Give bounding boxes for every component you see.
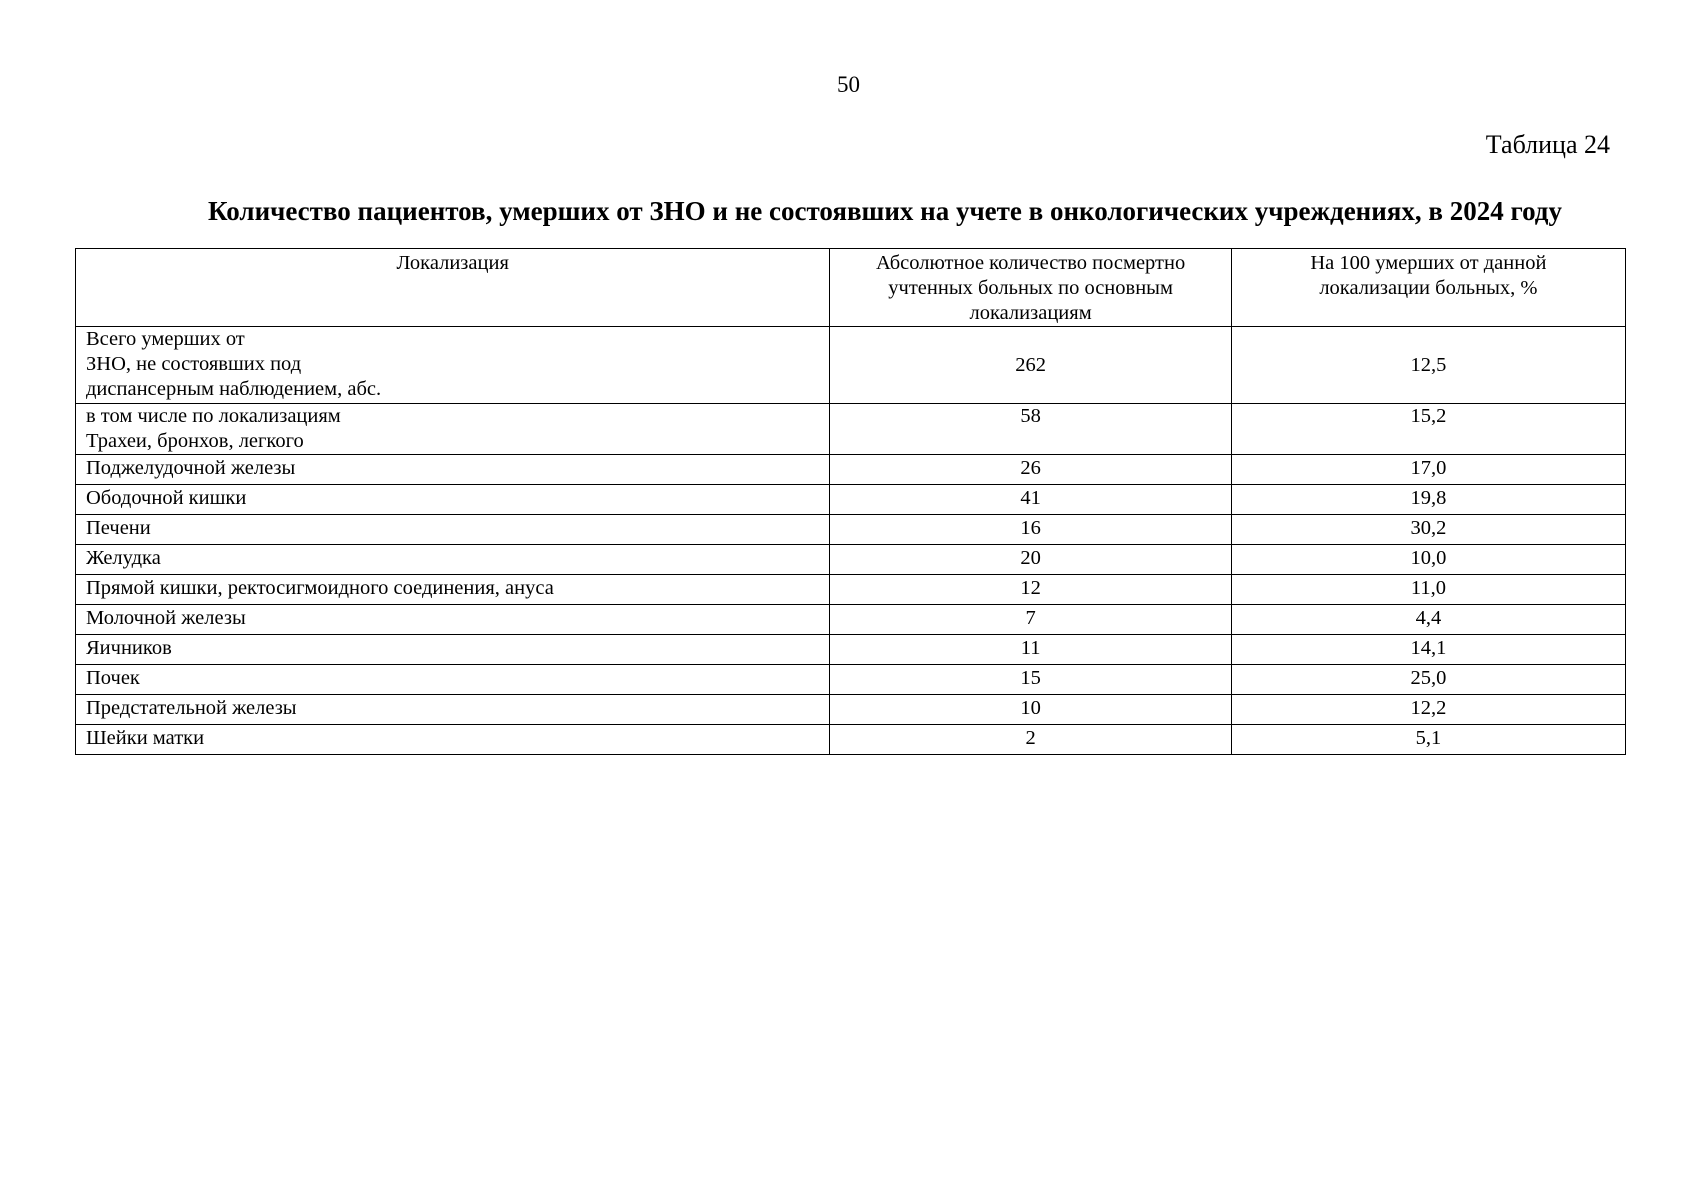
localization-cell: Яичников	[76, 635, 830, 665]
table-title: Количество пациентов, умерших от ЗНО и не состоявших на учете в онкологических учреждениях, в 2024 году	[208, 196, 1562, 226]
localization-cell: Предстательной железы	[76, 695, 830, 725]
table-label: Таблица 24	[1485, 130, 1610, 159]
per100-cell: 10,0	[1231, 545, 1625, 575]
localization-cell: Молочной железы	[76, 605, 830, 635]
header-row	[76, 249, 1626, 327]
absolute-cell: 58	[830, 404, 1231, 455]
table-row	[76, 545, 1626, 575]
per100-cell: 14,1	[1231, 635, 1625, 665]
absolute-cell: 262	[830, 327, 1231, 404]
absolute-cell: 41	[830, 485, 1231, 515]
table-row	[76, 575, 1626, 605]
localization-cell: Поджелудочной железы	[76, 455, 830, 485]
localization-cell: Ободочной кишки	[76, 485, 830, 515]
localization-cell: Желудка	[76, 545, 830, 575]
absolute-cell: 12	[830, 575, 1231, 605]
absolute-cell: 7	[830, 605, 1231, 635]
header-per100-line: На 100 умерших от данной	[1310, 252, 1547, 274]
sub-label-line: Трахеи, бронхов, легкого	[86, 430, 304, 452]
table-row-subtotal	[76, 404, 1626, 455]
per100-cell: 17,0	[1231, 455, 1625, 485]
table-row	[76, 485, 1626, 515]
absolute-cell: 10	[830, 695, 1231, 725]
localization-cell: Шейки матки	[76, 725, 830, 755]
localization-cell	[76, 404, 830, 455]
absolute-cell: 11	[830, 635, 1231, 665]
table-row	[76, 665, 1626, 695]
localization-cell	[76, 327, 830, 404]
table-row	[76, 725, 1626, 755]
per100-cell: 30,2	[1231, 515, 1625, 545]
localization-cell: Прямой кишки, ректосигмоидного соединения, ануса	[76, 575, 830, 605]
per100-cell: 12,5	[1231, 327, 1625, 404]
data-table	[75, 248, 1626, 755]
per100-cell: 4,4	[1231, 605, 1625, 635]
header-localization: Локализация	[76, 249, 830, 327]
sub-label-line: в том числе по локализациям	[86, 405, 341, 427]
absolute-cell: 2	[830, 725, 1231, 755]
absolute-cell: 15	[830, 665, 1231, 695]
total-label-line: диспансерным наблюдением, абс.	[86, 378, 382, 400]
header-per100	[1231, 249, 1625, 327]
total-label-line: ЗНО, не состоявших под	[86, 353, 302, 375]
absolute-cell: 26	[830, 455, 1231, 485]
header-absolute-line: локализациям	[969, 302, 1092, 324]
per100-cell: 11,0	[1231, 575, 1625, 605]
absolute-cell: 20	[830, 545, 1231, 575]
header-absolute	[830, 249, 1231, 327]
table-row	[76, 695, 1626, 725]
per100-cell: 12,2	[1231, 695, 1625, 725]
header-absolute-line: Абсолютное количество посмертно	[875, 252, 1186, 274]
table-row	[76, 635, 1626, 665]
table-row	[76, 455, 1626, 485]
per100-cell: 5,1	[1231, 725, 1625, 755]
page-number: 50	[837, 72, 860, 97]
table-row	[76, 605, 1626, 635]
total-label-line: Всего умерших от	[86, 328, 245, 350]
per100-cell: 19,8	[1231, 485, 1625, 515]
per100-cell: 15,2	[1231, 404, 1625, 455]
header-absolute-line: учтенных больных по основным	[888, 277, 1173, 299]
absolute-cell: 16	[830, 515, 1231, 545]
table-row	[76, 515, 1626, 545]
localization-cell: Печени	[76, 515, 830, 545]
per100-cell: 25,0	[1231, 665, 1625, 695]
table-row-total	[76, 327, 1626, 404]
localization-cell: Почек	[76, 665, 830, 695]
header-per100-line: локализации больных, %	[1319, 277, 1538, 299]
